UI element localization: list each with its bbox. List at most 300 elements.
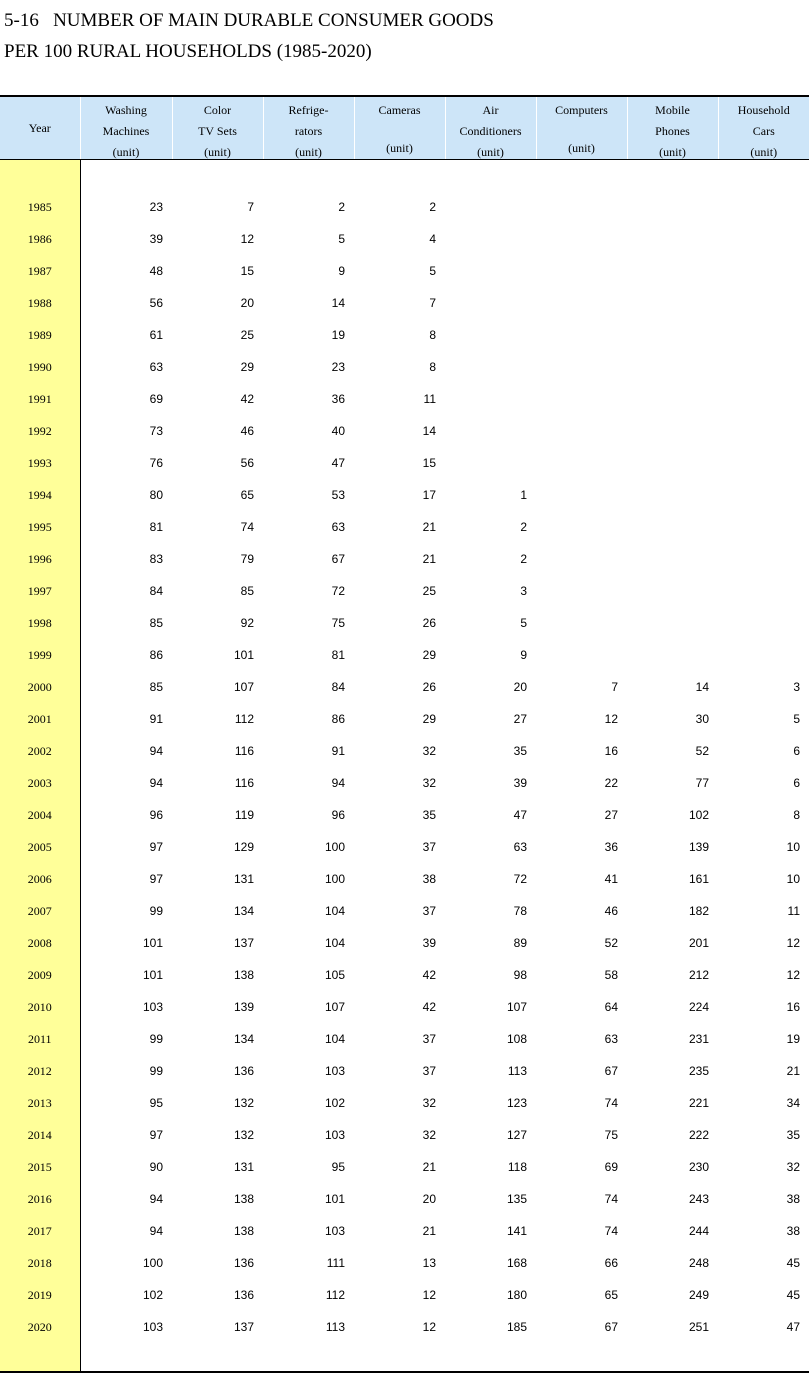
table-cell: 119 xyxy=(234,808,254,822)
table-cell: 39 xyxy=(149,232,163,246)
table-cell: 243 xyxy=(688,1192,709,1206)
table-cell: 14 xyxy=(331,296,345,310)
table-cell: 12 xyxy=(240,232,254,246)
table-cell xyxy=(536,351,627,383)
table-row xyxy=(0,671,809,703)
year-cell: 2002 xyxy=(0,735,80,767)
year-cell: 2000 xyxy=(0,671,80,703)
year-cell: 2004 xyxy=(0,799,80,831)
table-cell: 5 xyxy=(793,712,800,726)
table-cell: 4 xyxy=(429,232,436,246)
table-cell xyxy=(627,511,718,543)
table-cell xyxy=(536,319,627,351)
year-cell: 2016 xyxy=(0,1183,80,1215)
table-cell: 46 xyxy=(240,424,254,438)
table-cell: 102 xyxy=(142,1288,163,1302)
table-cell: 17 xyxy=(422,488,436,502)
table-cell: 168 xyxy=(506,1256,527,1270)
table-cell: 180 xyxy=(506,1288,527,1302)
table-cell xyxy=(536,575,627,607)
table-cell: 75 xyxy=(604,1128,618,1142)
column-header-label: Cameras xyxy=(378,103,421,117)
column-header-label: (unit) xyxy=(568,141,595,155)
table-cell: 36 xyxy=(604,840,618,854)
table-cell: 12 xyxy=(786,968,800,982)
table-cell: 56 xyxy=(240,456,254,470)
table-cell xyxy=(536,383,627,415)
year-cell: 2003 xyxy=(0,767,80,799)
table-cell: 3 xyxy=(793,680,800,694)
year-cell: 2007 xyxy=(0,895,80,927)
year-cell: 1992 xyxy=(0,415,80,447)
table-cell: 161 xyxy=(688,872,709,886)
table-cell: 20 xyxy=(513,680,527,694)
column-header-label: rators xyxy=(294,124,323,138)
table-cell: 10 xyxy=(786,872,800,886)
table-cell: 69 xyxy=(604,1160,618,1174)
table-cell xyxy=(718,191,809,223)
year-cell: 2014 xyxy=(0,1119,80,1151)
table-cell: 5 xyxy=(429,264,436,278)
table-cell: 99 xyxy=(149,1064,163,1078)
table-row xyxy=(0,1247,809,1279)
table-row xyxy=(0,575,809,607)
table-row xyxy=(0,1151,809,1183)
table-cell: 12 xyxy=(422,1288,436,1302)
table-cell xyxy=(445,160,536,192)
year-cell: 2019 xyxy=(0,1279,80,1311)
table-cell xyxy=(627,191,718,223)
table-cell: 135 xyxy=(506,1192,527,1206)
table-cell: 100 xyxy=(324,840,345,854)
table-cell: 123 xyxy=(506,1096,527,1110)
table-cell xyxy=(627,319,718,351)
table-cell: 103 xyxy=(142,1000,163,1014)
year-cell: 2010 xyxy=(0,991,80,1023)
table-row xyxy=(0,639,809,671)
year-cell: 2008 xyxy=(0,927,80,959)
table-cell: 39 xyxy=(422,936,436,950)
table-row xyxy=(0,799,809,831)
table-cell: 42 xyxy=(422,1000,436,1014)
table-cell xyxy=(354,160,445,192)
table-cell: 66 xyxy=(604,1256,618,1270)
table-cell: 35 xyxy=(786,1128,800,1142)
table-cell: 107 xyxy=(324,1000,345,1014)
table-cell xyxy=(445,319,536,351)
table-cell: 32 xyxy=(422,1096,436,1110)
year-cell: 2011 xyxy=(0,1023,80,1055)
table-cell: 101 xyxy=(233,648,254,662)
table-cell: 5 xyxy=(338,232,345,246)
year-cell: 2017 xyxy=(0,1215,80,1247)
table-cell xyxy=(536,543,627,575)
table-cell xyxy=(536,511,627,543)
table-cell: 224 xyxy=(688,1000,709,1014)
year-cell: 2006 xyxy=(0,863,80,895)
table-cell: 107 xyxy=(506,1000,527,1014)
table-cell: 29 xyxy=(422,712,436,726)
table-cell xyxy=(263,1343,354,1372)
table-cell: 29 xyxy=(240,360,254,374)
table-cell xyxy=(536,447,627,479)
column-header xyxy=(172,96,263,160)
table-cell xyxy=(445,287,536,319)
column-header-label: (unit) xyxy=(659,145,686,159)
table-cell: 7 xyxy=(247,200,254,214)
table-row xyxy=(0,415,809,447)
table-cell: 37 xyxy=(422,904,436,918)
table-cell: 105 xyxy=(324,968,345,982)
table-cell xyxy=(536,287,627,319)
table-cell: 103 xyxy=(324,1064,345,1078)
table-cell: 63 xyxy=(513,840,527,854)
column-header-label: Washing xyxy=(105,103,147,117)
table-cell xyxy=(718,639,809,671)
table-cell: 20 xyxy=(240,296,254,310)
table-row xyxy=(0,543,809,575)
table-cell: 85 xyxy=(149,616,163,630)
table-cell xyxy=(718,607,809,639)
column-header-label: Phones xyxy=(655,124,690,138)
table-cell: 74 xyxy=(240,520,254,534)
table-cell: 38 xyxy=(786,1192,800,1206)
table-cell: 138 xyxy=(233,968,254,982)
table-cell: 65 xyxy=(240,488,254,502)
table-cell: 25 xyxy=(240,328,254,342)
table-cell: 103 xyxy=(142,1320,163,1334)
table-cell: 94 xyxy=(149,776,163,790)
table-cell xyxy=(536,255,627,287)
table-cell: 91 xyxy=(149,712,163,726)
table-cell xyxy=(172,160,263,192)
table-cell: 41 xyxy=(604,872,618,886)
table-cell: 134 xyxy=(233,904,254,918)
table-cell: 19 xyxy=(331,328,345,342)
table-cell: 2 xyxy=(338,200,345,214)
table-cell: 108 xyxy=(506,1032,527,1046)
table-cell: 23 xyxy=(149,200,163,214)
table-row xyxy=(0,735,809,767)
table-cell: 98 xyxy=(513,968,527,982)
table-cell: 101 xyxy=(142,968,163,982)
table-cell: 111 xyxy=(326,1256,345,1270)
table-cell: 32 xyxy=(786,1160,800,1174)
table-cell: 244 xyxy=(688,1224,709,1238)
column-header-label: Conditioners xyxy=(459,124,522,138)
table-cell: 22 xyxy=(604,776,618,790)
table-cell xyxy=(263,160,354,192)
year-cell: 2018 xyxy=(0,1247,80,1279)
table-cell xyxy=(718,255,809,287)
table-cell: 136 xyxy=(233,1064,254,1078)
table-cell: 52 xyxy=(695,744,709,758)
table-cell: 136 xyxy=(233,1256,254,1270)
column-header-label: Cars xyxy=(752,124,775,138)
year-cell: 2012 xyxy=(0,1055,80,1087)
table-row xyxy=(0,991,809,1023)
table-cell: 97 xyxy=(149,840,163,854)
table-cell: 132 xyxy=(233,1128,254,1142)
title-line-1: 5-16 NUMBER OF MAIN DURABLE CONSUMER GOODS xyxy=(4,10,494,31)
table-cell: 96 xyxy=(331,808,345,822)
table-cell: 248 xyxy=(688,1256,709,1270)
year-cell: 2001 xyxy=(0,703,80,735)
table-cell: 27 xyxy=(513,712,527,726)
column-header-label: Air xyxy=(482,103,499,117)
year-cell: 2015 xyxy=(0,1151,80,1183)
table-cell: 104 xyxy=(324,936,345,950)
table-cell: 46 xyxy=(604,904,618,918)
year-cell: 1995 xyxy=(0,511,80,543)
year-cell: 1999 xyxy=(0,639,80,671)
table-cell: 6 xyxy=(793,776,800,790)
year-cell: 1988 xyxy=(0,287,80,319)
table-cell: 99 xyxy=(149,1032,163,1046)
table-cell xyxy=(445,415,536,447)
durable-goods-table xyxy=(0,95,809,1373)
table-cell: 32 xyxy=(422,744,436,758)
table-cell: 2 xyxy=(520,552,527,566)
table-cell: 103 xyxy=(324,1224,345,1238)
table-cell: 63 xyxy=(149,360,163,374)
table-cell xyxy=(80,1343,172,1372)
table-cell: 116 xyxy=(234,744,254,758)
table-cell: 12 xyxy=(422,1320,436,1334)
table-cell: 112 xyxy=(325,1288,345,1302)
column-header-label xyxy=(355,121,445,138)
year-cell xyxy=(0,160,80,192)
table-cell xyxy=(718,287,809,319)
table-row xyxy=(0,927,809,959)
table-row xyxy=(0,223,809,255)
table-cell: 36 xyxy=(331,392,345,406)
table-cell: 94 xyxy=(331,776,345,790)
table-cell: 15 xyxy=(240,264,254,278)
spacer-row xyxy=(0,1343,809,1372)
table-cell: 39 xyxy=(513,776,527,790)
year-cell: 1991 xyxy=(0,383,80,415)
table-cell: 231 xyxy=(688,1032,709,1046)
table-cell xyxy=(627,383,718,415)
table-cell xyxy=(536,223,627,255)
year-cell: 2005 xyxy=(0,831,80,863)
table-cell xyxy=(172,1343,263,1372)
year-cell: 2020 xyxy=(0,1311,80,1343)
table-row xyxy=(0,1055,809,1087)
table-cell xyxy=(718,319,809,351)
year-cell: 2013 xyxy=(0,1087,80,1119)
table-cell: 72 xyxy=(331,584,345,598)
table-row xyxy=(0,831,809,863)
table-cell: 21 xyxy=(422,552,436,566)
table-cell: 48 xyxy=(149,264,163,278)
table-cell xyxy=(718,575,809,607)
table-cell: 76 xyxy=(149,456,163,470)
table-cell: 30 xyxy=(695,712,709,726)
column-header-label: Year xyxy=(28,120,51,135)
table-cell xyxy=(718,160,809,192)
column-header xyxy=(80,96,172,160)
table-cell: 131 xyxy=(233,1160,254,1174)
table-cell: 65 xyxy=(604,1288,618,1302)
year-cell: 1986 xyxy=(0,223,80,255)
column-header-label: (unit) xyxy=(295,145,322,159)
table-cell: 132 xyxy=(233,1096,254,1110)
table-cell: 1 xyxy=(520,488,527,502)
table-cell: 230 xyxy=(688,1160,709,1174)
table-cell: 89 xyxy=(513,936,527,950)
table-cell: 45 xyxy=(786,1256,800,1270)
column-header-label: (unit) xyxy=(386,141,413,155)
table-cell: 12 xyxy=(786,936,800,950)
column-header-label: Color xyxy=(203,103,232,117)
table-cell: 8 xyxy=(793,808,800,822)
table-cell: 141 xyxy=(506,1224,527,1238)
table-cell xyxy=(445,255,536,287)
year-cell: 1990 xyxy=(0,351,80,383)
table-cell: 118 xyxy=(507,1160,527,1174)
table-cell: 5 xyxy=(520,616,527,630)
year-cell: 1998 xyxy=(0,607,80,639)
column-header-label: (unit) xyxy=(750,145,778,159)
table-cell: 75 xyxy=(331,616,345,630)
table-cell: 29 xyxy=(422,648,436,662)
table-cell: 74 xyxy=(604,1224,618,1238)
table-cell: 95 xyxy=(149,1096,163,1110)
column-header-label: Mobile xyxy=(655,103,690,117)
table-cell: 136 xyxy=(233,1288,254,1302)
table-cell xyxy=(718,447,809,479)
table-cell: 251 xyxy=(688,1320,709,1334)
table-row xyxy=(0,607,809,639)
table-row xyxy=(0,1023,809,1055)
year-cell: 1996 xyxy=(0,543,80,575)
table-cell: 84 xyxy=(149,584,163,598)
table-cell: 138 xyxy=(233,1224,254,1238)
table-cell: 137 xyxy=(233,936,254,950)
table-cell xyxy=(627,223,718,255)
table-cell xyxy=(445,191,536,223)
table-cell xyxy=(627,607,718,639)
table-cell xyxy=(718,511,809,543)
column-header-label: (unit) xyxy=(204,145,231,159)
table-cell xyxy=(718,415,809,447)
table-cell xyxy=(718,351,809,383)
table-row xyxy=(0,287,809,319)
table-cell: 63 xyxy=(331,520,345,534)
table-cell: 129 xyxy=(233,840,254,854)
table-cell: 91 xyxy=(331,744,345,758)
table-cell: 86 xyxy=(149,648,163,662)
table-cell xyxy=(445,223,536,255)
table-cell: 11 xyxy=(423,392,436,406)
table-cell xyxy=(627,255,718,287)
table-cell: 42 xyxy=(422,968,436,982)
table-row xyxy=(0,319,809,351)
table-cell: 38 xyxy=(422,872,436,886)
table-row xyxy=(0,1311,809,1343)
table-cell xyxy=(536,191,627,223)
table-cell: 27 xyxy=(604,808,618,822)
table-row xyxy=(0,511,809,543)
table-cell: 79 xyxy=(240,552,254,566)
table-cell xyxy=(445,383,536,415)
page-title xyxy=(4,5,494,67)
table-cell xyxy=(445,447,536,479)
table-row xyxy=(0,863,809,895)
column-header-label: Machines xyxy=(102,124,150,138)
table-cell: 42 xyxy=(240,392,254,406)
table-cell: 73 xyxy=(149,424,163,438)
table-cell: 222 xyxy=(688,1128,709,1142)
table-cell: 104 xyxy=(324,904,345,918)
table-cell: 11 xyxy=(787,904,800,918)
table-cell: 78 xyxy=(513,904,527,918)
table-cell: 21 xyxy=(786,1064,800,1078)
table-row xyxy=(0,191,809,223)
table-cell: 56 xyxy=(149,296,163,310)
table-cell: 113 xyxy=(325,1320,345,1334)
table-cell xyxy=(536,1343,627,1372)
table-cell: 137 xyxy=(233,1320,254,1334)
table-cell: 25 xyxy=(422,584,436,598)
table-cell: 19 xyxy=(786,1032,800,1046)
table-cell: 40 xyxy=(331,424,345,438)
title-line-2: PER 100 RURAL HOUSEHOLDS (1985-2020) xyxy=(4,41,372,62)
table-cell xyxy=(627,160,718,192)
table-row xyxy=(0,767,809,799)
column-header-label: Household xyxy=(737,103,790,117)
table-cell: 2 xyxy=(520,520,527,534)
year-cell: 1997 xyxy=(0,575,80,607)
year-cell: 2009 xyxy=(0,959,80,991)
table-cell: 127 xyxy=(506,1128,527,1142)
table-cell: 81 xyxy=(331,648,345,662)
table-cell xyxy=(445,1343,536,1372)
column-header-label: Refrige- xyxy=(288,103,329,117)
table-cell: 100 xyxy=(324,872,345,886)
table-cell: 139 xyxy=(688,840,709,854)
table-cell: 101 xyxy=(324,1192,345,1206)
table-cell: 94 xyxy=(149,1192,163,1206)
table-cell: 9 xyxy=(338,264,345,278)
table-cell xyxy=(536,479,627,511)
table-cell xyxy=(627,639,718,671)
header-row xyxy=(0,96,809,160)
year-cell: 1987 xyxy=(0,255,80,287)
table-cell: 61 xyxy=(149,328,163,342)
table-cell xyxy=(536,415,627,447)
column-header-label: TV Sets xyxy=(198,124,237,138)
table-cell: 74 xyxy=(604,1096,618,1110)
table-cell: 9 xyxy=(520,648,527,662)
column-header xyxy=(718,96,809,160)
table-cell: 69 xyxy=(149,392,163,406)
table-cell xyxy=(627,543,718,575)
table-cell: 221 xyxy=(688,1096,709,1110)
table-cell: 86 xyxy=(331,712,345,726)
table-cell xyxy=(627,1343,718,1372)
table-cell: 37 xyxy=(422,1032,436,1046)
table-cell: 94 xyxy=(149,744,163,758)
table-cell: 26 xyxy=(422,680,436,694)
table-cell: 47 xyxy=(786,1320,800,1334)
year-cell: 1985 xyxy=(0,191,80,223)
table-header xyxy=(0,96,809,160)
table-cell: 185 xyxy=(506,1320,527,1334)
table-cell: 14 xyxy=(422,424,436,438)
